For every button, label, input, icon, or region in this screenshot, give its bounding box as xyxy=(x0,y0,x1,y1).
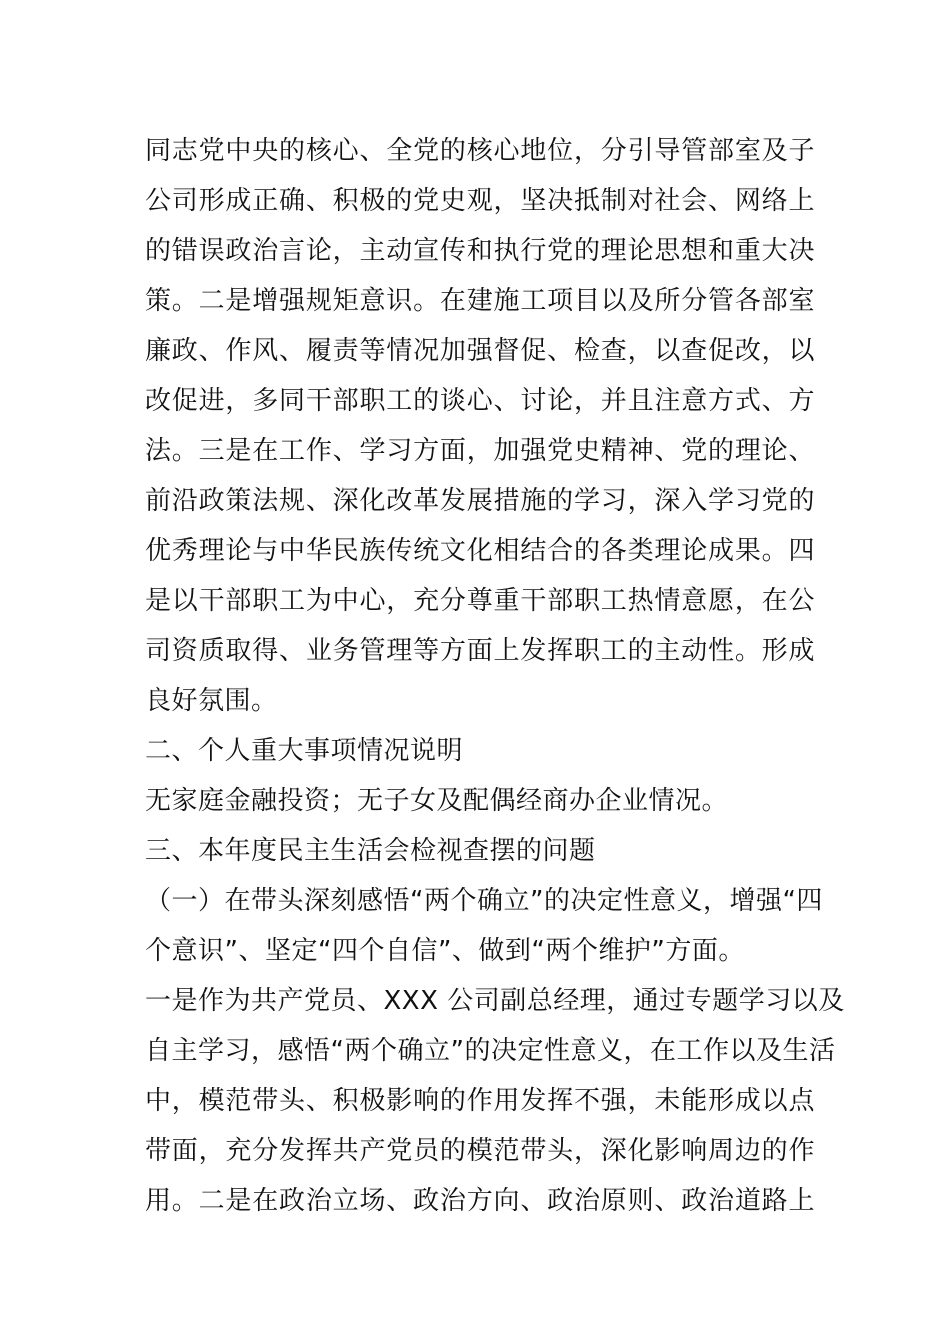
text-line: 同志党中央的核心、全党的核心地位，分引导管部室及子 xyxy=(145,136,815,166)
section-heading: 二、个人重大事项情况说明 xyxy=(145,736,464,766)
text-line: 是以干部职工为中心，充分尊重干部职工热情意愿，在公 xyxy=(145,586,815,616)
text-line: 法。三是在工作、学习方面，加强党史精神、党的理论、 xyxy=(145,436,815,466)
text-line: 策。二是增强规矩意识。在建施工项目以及所分管各部室 xyxy=(145,286,815,316)
text-line: 司资质取得、业务管理等方面上发挥职工的主动性。形成 xyxy=(145,636,815,666)
subsection-heading: （一）在带头深刻感悟“两个确立”的决定性意义，增强“四 xyxy=(145,886,823,916)
text-line: 改促进，多同干部职工的谈心、讨论，并且注意方式、方 xyxy=(145,386,815,416)
section-heading: 三、本年度民主生活会检视查摆的问题 xyxy=(145,836,596,866)
text-line: 廉政、作风、履责等情况加强督促、检查，以查促改，以 xyxy=(145,336,815,366)
text-line: 无家庭金融投资；无子女及配偶经商办企业情况。 xyxy=(145,786,729,816)
document-body xyxy=(145,126,845,1226)
text-line: 带面，充分发挥共产党员的模范带头，深化影响周边的作 xyxy=(145,1136,815,1166)
text-line: 中，模范带头、积极影响的作用发挥不强，未能形成以点 xyxy=(145,1086,815,1116)
text-line: 良好氛围。 xyxy=(145,686,278,716)
text-line: 公司形成正确、积极的党史观，坚决抵制对社会、网络上 xyxy=(145,186,815,216)
text-line: 用。二是在政治立场、政治方向、政治原则、政治道路上 xyxy=(145,1186,815,1216)
subsection-heading: 个意识”、坚定“四个自信”、做到“两个维护”方面。 xyxy=(145,936,745,966)
text-line: 自主学习，感悟“两个确立”的决定性意义，在工作以及生活 xyxy=(145,1036,836,1066)
text-line: 优秀理论与中华民族传统文化相结合的各类理论成果。四 xyxy=(145,536,815,566)
text-line: 一是作为共产党员、XXX 公司副总经理，通过专题学习以及 xyxy=(145,986,845,1016)
text-line: 的错误政治言论，主动宣传和执行党的理论思想和重大决 xyxy=(145,236,815,266)
text-line: 前沿政策法规、深化改革发展措施的学习，深入学习党的 xyxy=(145,486,815,516)
